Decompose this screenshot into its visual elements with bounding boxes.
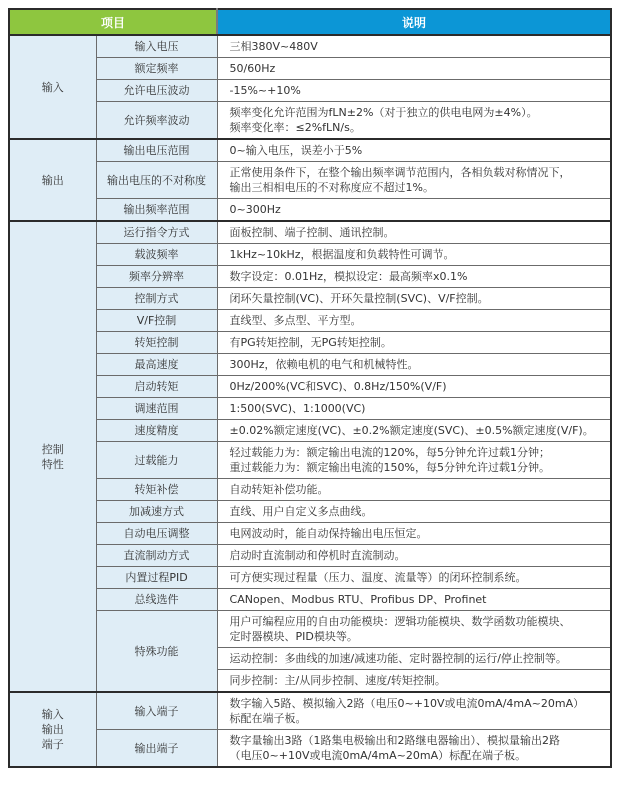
- desc-cell: 0Hz/200%(VC和SVC)、0.8Hz/150%(V/F): [217, 376, 611, 398]
- header-desc-column: 说明: [217, 9, 611, 35]
- table-row: [9, 545, 611, 567]
- table-row: [9, 35, 611, 58]
- desc-cell: 面板控制、端子控制、通讯控制。: [217, 221, 611, 244]
- item-cell: 内置过程PID: [96, 567, 217, 589]
- item-cell: 调速范围: [96, 398, 217, 420]
- desc-cell: 0~输入电压，误差小于5%: [217, 139, 611, 162]
- item-cell: 速度精度: [96, 420, 217, 442]
- desc-cell: 数字输入5路、模拟输入2路（电压0~+10V或电流0mA/4mA~20mA） 标配在端子板。: [217, 692, 611, 730]
- table-row: [9, 589, 611, 611]
- table-row: [9, 139, 611, 162]
- category-cell: 输入 输出 端子: [9, 692, 96, 767]
- table-row: [9, 354, 611, 376]
- category-cell: 输入: [9, 35, 96, 139]
- desc-cell: 0~300Hz: [217, 199, 611, 222]
- item-cell: 加减速方式: [96, 501, 217, 523]
- item-cell: 额定频率: [96, 58, 217, 80]
- desc-cell: 运动控制：多曲线的加速/减速功能、定时器控制的运行/停止控制等。: [217, 648, 611, 670]
- table-row: [9, 102, 611, 140]
- item-cell: 最高速度: [96, 354, 217, 376]
- item-cell: 频率分辨率: [96, 266, 217, 288]
- header-item-column: 项目: [9, 9, 217, 35]
- table-row: [9, 162, 611, 199]
- table-row: [9, 398, 611, 420]
- spec-table: [8, 8, 612, 768]
- table-row: [9, 332, 611, 354]
- desc-cell: ±0.02%额定速度(VC)、±0.2%额定速度(SVC)、±0.5%额定速度(V/F)。: [217, 420, 611, 442]
- item-cell: 输入端子: [96, 692, 217, 730]
- item-cell: 允许频率波动: [96, 102, 217, 140]
- spec-table-body: [9, 35, 611, 767]
- table-row: [9, 567, 611, 589]
- table-row: [9, 479, 611, 501]
- item-cell: V/F控制: [96, 310, 217, 332]
- table-row: [9, 611, 611, 648]
- desc-cell: 三相380V~480V: [217, 35, 611, 58]
- table-row: [9, 288, 611, 310]
- table-row: [9, 442, 611, 479]
- table-row: [9, 523, 611, 545]
- table-row: [9, 80, 611, 102]
- table-row: [9, 692, 611, 730]
- item-cell: 输出端子: [96, 730, 217, 768]
- item-cell: 输出电压的不对称度: [96, 162, 217, 199]
- desc-cell: 同步控制：主/从同步控制、速度/转矩控制。: [217, 670, 611, 693]
- desc-cell: 轻过载能力为：额定输出电流的120%，每5分钟允许过载1分钟； 重过载能力为：额定输出电流的150%，每5分钟允许过载1分钟。: [217, 442, 611, 479]
- item-cell: 输入电压: [96, 35, 217, 58]
- table-row: [9, 420, 611, 442]
- table-row: [9, 501, 611, 523]
- desc-cell: 闭环矢量控制(VC)、开环矢量控制(SVC)、V/F控制。: [217, 288, 611, 310]
- category-cell: 输出: [9, 139, 96, 221]
- header-row: [9, 9, 611, 35]
- desc-cell: 直线、用户自定义多点曲线。: [217, 501, 611, 523]
- desc-cell: 用户可编程应用的自由功能模块：逻辑功能模块、数学函数功能模块、 定时器模块、PID模块等。: [217, 611, 611, 648]
- category-cell: 控制 特性: [9, 221, 96, 692]
- desc-cell: 正常使用条件下，在整个输出频率调节范围内，各相负载对称情况下， 输出三相相电压的不对称度应不超过1%。: [217, 162, 611, 199]
- table-row: [9, 199, 611, 222]
- table-row: [9, 266, 611, 288]
- desc-cell: 50/60Hz: [217, 58, 611, 80]
- table-row: [9, 221, 611, 244]
- table-row: [9, 244, 611, 266]
- desc-cell: 1:500(SVC)、1:1000(VC): [217, 398, 611, 420]
- desc-cell: 300Hz，依赖电机的电气和机械特性。: [217, 354, 611, 376]
- desc-cell: 自动转矩补偿功能。: [217, 479, 611, 501]
- table-row: [9, 58, 611, 80]
- item-cell: 控制方式: [96, 288, 217, 310]
- item-cell: 运行指令方式: [96, 221, 217, 244]
- desc-cell: 启动时直流制动和停机时直流制动。: [217, 545, 611, 567]
- table-row: [9, 730, 611, 768]
- item-cell: 转矩控制: [96, 332, 217, 354]
- desc-cell: 数字量输出3路（1路集电极输出和2路继电器输出）、模拟量输出2路 （电压0~+10V或电流0mA/4mA~20mA）标配在端子板。: [217, 730, 611, 768]
- item-cell: 转矩补偿: [96, 479, 217, 501]
- item-cell: 允许电压波动: [96, 80, 217, 102]
- desc-cell: 频率变化允许范围为fLN±2%（对于独立的供电电网为±4%）。 频率变化率：≤2%fLN/s。: [217, 102, 611, 140]
- desc-cell: CANopen、Modbus RTU、Profibus DP、Profinet: [217, 589, 611, 611]
- item-cell: 总线选件: [96, 589, 217, 611]
- desc-cell: 数字设定：0.01Hz，模拟设定：最高频率x0.1%: [217, 266, 611, 288]
- desc-cell: 电网波动时，能自动保持输出电压恒定。: [217, 523, 611, 545]
- desc-cell: 有PG转矩控制，无PG转矩控制。: [217, 332, 611, 354]
- desc-cell: 1kHz~10kHz，根据温度和负载特性可调节。: [217, 244, 611, 266]
- desc-cell: -15%~+10%: [217, 80, 611, 102]
- table-row: [9, 310, 611, 332]
- item-cell: 输出频率范围: [96, 199, 217, 222]
- item-cell: 载波频率: [96, 244, 217, 266]
- item-cell: 自动电压调整: [96, 523, 217, 545]
- table-row: [9, 376, 611, 398]
- item-cell: 特殊功能: [96, 611, 217, 693]
- item-cell: 启动转矩: [96, 376, 217, 398]
- item-cell: 输出电压范围: [96, 139, 217, 162]
- desc-cell: 可方便实现过程量（压力、温度、流量等）的闭环控制系统。: [217, 567, 611, 589]
- item-cell: 过载能力: [96, 442, 217, 479]
- desc-cell: 直线型、多点型、平方型。: [217, 310, 611, 332]
- item-cell: 直流制动方式: [96, 545, 217, 567]
